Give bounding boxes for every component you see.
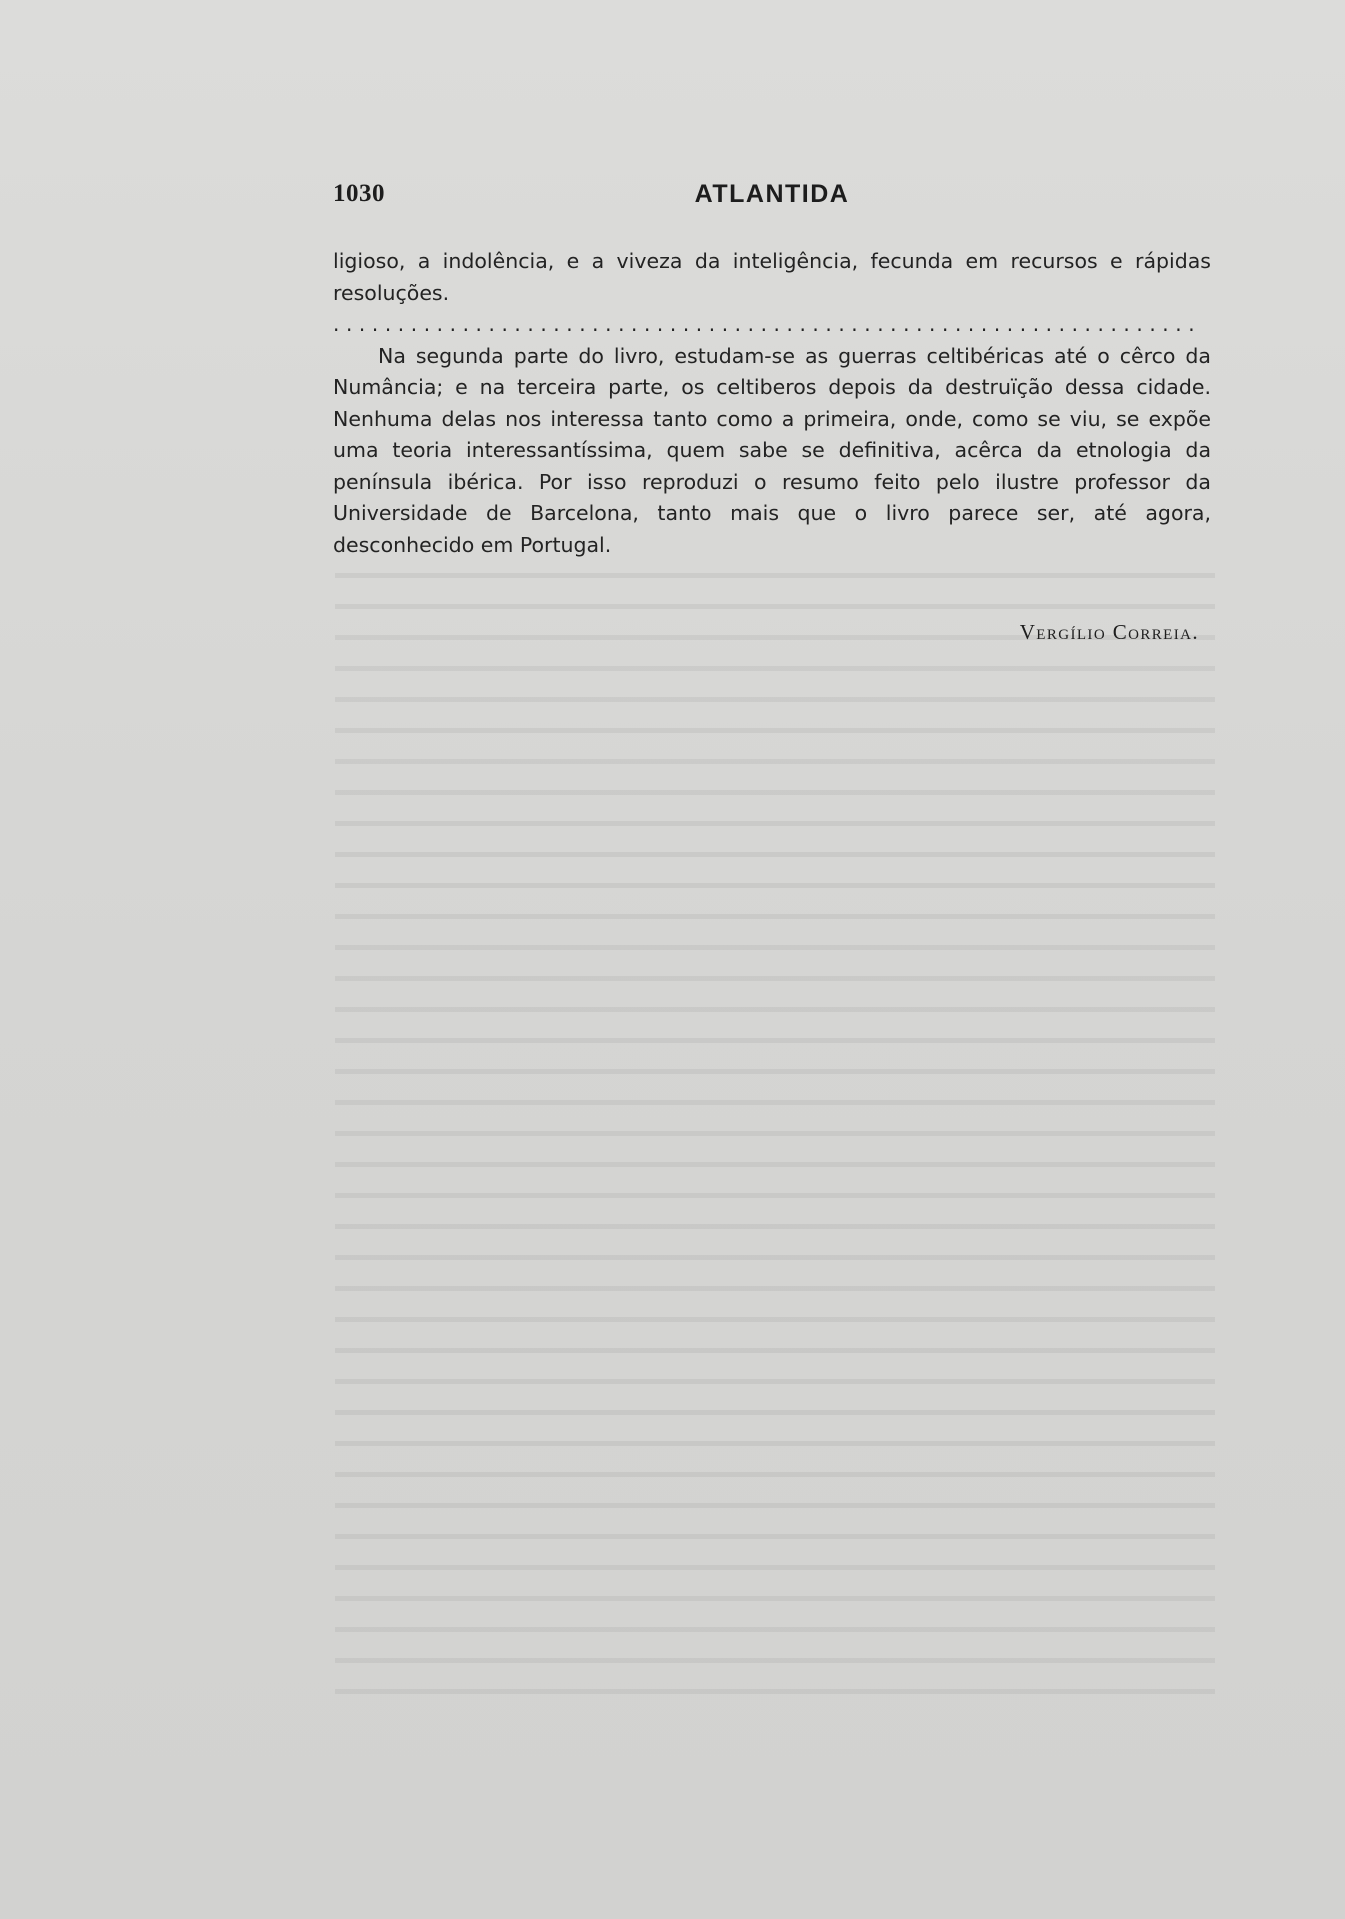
running-title: ATLANTIDA	[694, 180, 850, 208]
page-number: 1030	[333, 180, 385, 207]
show-through-text	[335, 560, 1215, 1700]
dotted-separator: ...................................................................	[333, 312, 1202, 336]
paragraph-1: ligioso, a indolência, e a viveza da inteligência, fecunda em recursos e rápidas resoluções.	[333, 249, 1211, 305]
page-header	[333, 180, 1211, 214]
body-text	[333, 246, 1211, 561]
paragraph-2: Na segunda parte do livro, estudam-se as guerras celtibéricas até o cêrco da Numância; e na terceira parte, os celtiberos depois da destruïção dessa cidade. Nenhuma delas nos interessa tanto como a primeira, onde, como se viu, se expõe uma teoria interessantíssima, quem sabe se definitiva, acêrca da etnologia da península ibérica. Por isso reproduzi o resumo feito pelo ilustre professor da Universidade de Barcelona, tanto mais que o livro parece ser, até agora, desconhecido em Portugal.	[333, 343, 1211, 557]
author-signature: Vergílio Correia.	[1019, 620, 1199, 644]
